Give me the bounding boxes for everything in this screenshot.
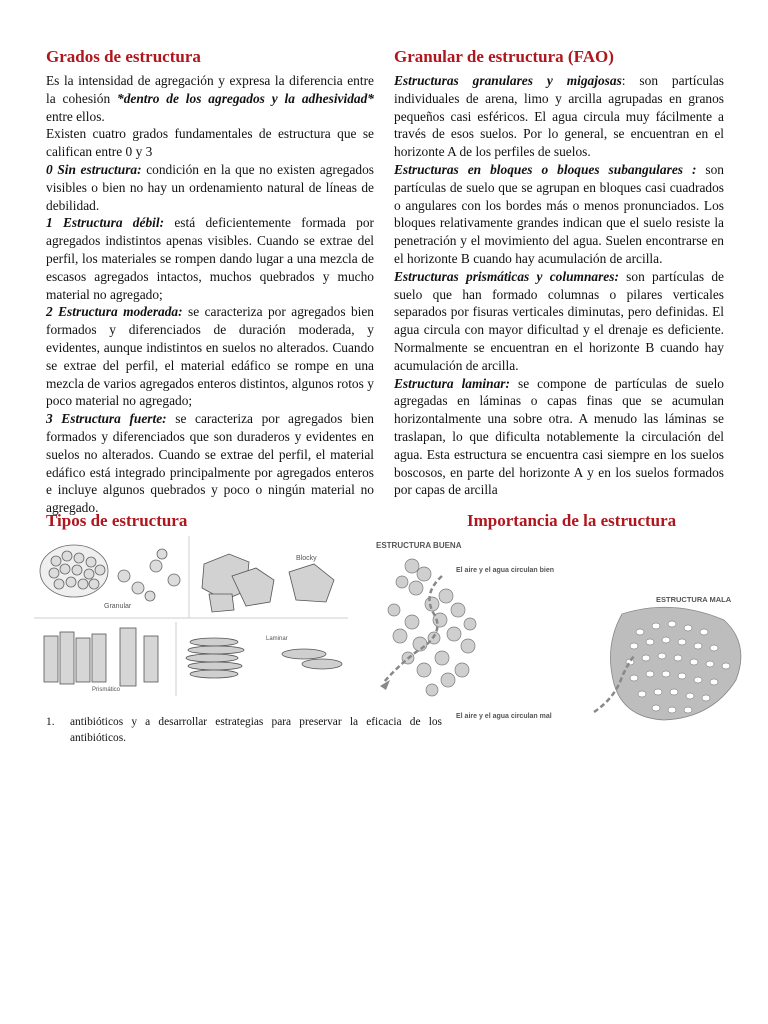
tipos-estructura-figure	[34, 536, 348, 696]
grado-1	[46, 214, 374, 303]
bloques-label: Estructuras en bloques o bloques subangulares :	[394, 161, 697, 177]
fao-title: Granular de estructura (FAO)	[394, 47, 614, 66]
estructura-granular	[394, 72, 724, 161]
mala-caption: El aire y el agua circulan mal	[456, 713, 552, 720]
grado-3-label: 3 Estructura fuerte:	[46, 411, 167, 427]
importancia-estructura-figure	[372, 534, 752, 724]
grado-0-text: condición en la que no existen agregados visibles o bien no hay un ordenamiento natural de líneas de debilidad.	[46, 161, 374, 213]
laminar-text: se compone de partículas de suelo agregadas en láminas o capas finas que se acumulan horizontalmente una sobre otra. A menudo las láminas se traslapan, lo que dificulta notablemente la circulación del agua. Esta estructura se encuentra casi siempre en los suelos boscosos, en parte del horizonte A y en los suelos formados por capas de arcilla	[394, 375, 724, 498]
estructura-bloques	[394, 161, 724, 268]
grado-0	[46, 161, 374, 214]
estructura-buena-title: ESTRUCTURA BUENA	[376, 541, 462, 550]
laminar-label-fig: Laminar	[266, 636, 288, 642]
buena-caption: El aire y el agua circulan bien	[456, 567, 555, 574]
right-column	[394, 46, 724, 499]
grado-2-text: se caracteriza por agregados bien formados y diferenciados de duración moderada, y evidentes, aunque indistintos en suelos no alterados. Cuando se extrae del perfil, el material edáfico se rompe en una mezcla de varios agregados enteros distintos, algunos rotos y poco material no agregado;	[46, 304, 375, 409]
intro-text-end: entre ellos.	[46, 108, 105, 124]
intro-text: Es la intensidad de agregación y expresa la diferencia entre la cohesión	[46, 73, 374, 106]
prismatica-label: Estructuras prismáticas y columnares:	[394, 268, 619, 284]
importancia-heading: Importancia de la estructura	[467, 511, 677, 530]
prismatic-label-fig: Prismático	[92, 687, 121, 693]
numbered-list	[46, 714, 442, 746]
prismatica-text: son partículas de suelo que han formado columnas o pilares verticales separados por fisuras verticales diminutas, pero definidas. El agua circula con mayor dificultad y el drenaje es deficiente. Normalmente se encuentran en el horizonte B cuando hay acumulación de arcilla.	[394, 268, 724, 373]
estructura-prismatica	[394, 268, 724, 375]
grado-2-label: 2 Estructura moderada:	[46, 304, 183, 320]
laminar-label: Estructura laminar:	[394, 375, 510, 391]
grados-summary: Existen cuatro grados fundamentales de estructura que se califican entre 0 y 3	[46, 126, 374, 160]
list-item: antibióticos y a desarrollar estrategias para preservar la eficacia de los antibióticos.	[70, 716, 442, 744]
tipos-heading: Tipos de estructura	[46, 511, 188, 530]
grado-3-text: se caracteriza por agregados bien formados y diferenciados que son duraderos y evidentes en suelos no alterados. Cuando se extrae del perfil, el material edáfico está integrado principalmente por agregados enteros e incluye algunos quebrados y poco o ningún material no agregado.	[46, 411, 374, 516]
grado-2	[46, 303, 374, 410]
left-column	[46, 46, 374, 517]
grado-0-label: 0 Sin estructura:	[46, 161, 142, 177]
grado-1-text: está deficientemente formada por agregados indistintos apenas visibles. Cuando se extrae del perfil, los materiales se rompen dando lugar a una mezcla de escasos agregados intactos, muchos quebrados y mucho material no agregado;	[46, 215, 374, 302]
grados-intro	[46, 72, 374, 125]
grado-1-label: 1 Estructura débil:	[46, 215, 165, 231]
granular-label: Estructuras granulares y migajosas	[394, 73, 622, 88]
granular-label-fig: Granular	[104, 603, 132, 610]
grados-title: Grados de estructura	[46, 47, 201, 66]
list-number: 1.	[46, 716, 55, 728]
blocky-label-fig: Blocky	[296, 555, 317, 562]
estructura-laminar	[394, 375, 724, 500]
bloques-text: son partículas de suelo que se agrupan en bloques casi cuadrados o angulares con los bordes más o menos pronunciados. Los bloques relativamente grandes indican que el suelo resiste la penetración y el movimiento del agua. Suelen encontrarse en el horizonte B cuando hay acumulación de arcilla.	[394, 161, 725, 266]
estructura-mala-title: ESTRUCTURA MALA	[656, 595, 732, 604]
granular-text: : son partículas individuales de arena, limo y arcilla agrupadas en granos pequeños casi esféricos. El agua circula muy fácilmente a través de esos suelos. Por lo general, se encuentran en el horizonte A de los perfiles de suelos.	[394, 73, 724, 160]
intro-emphasis: *dentro de los agregados y la adhesividad*	[117, 90, 374, 106]
grado-3	[46, 410, 374, 517]
